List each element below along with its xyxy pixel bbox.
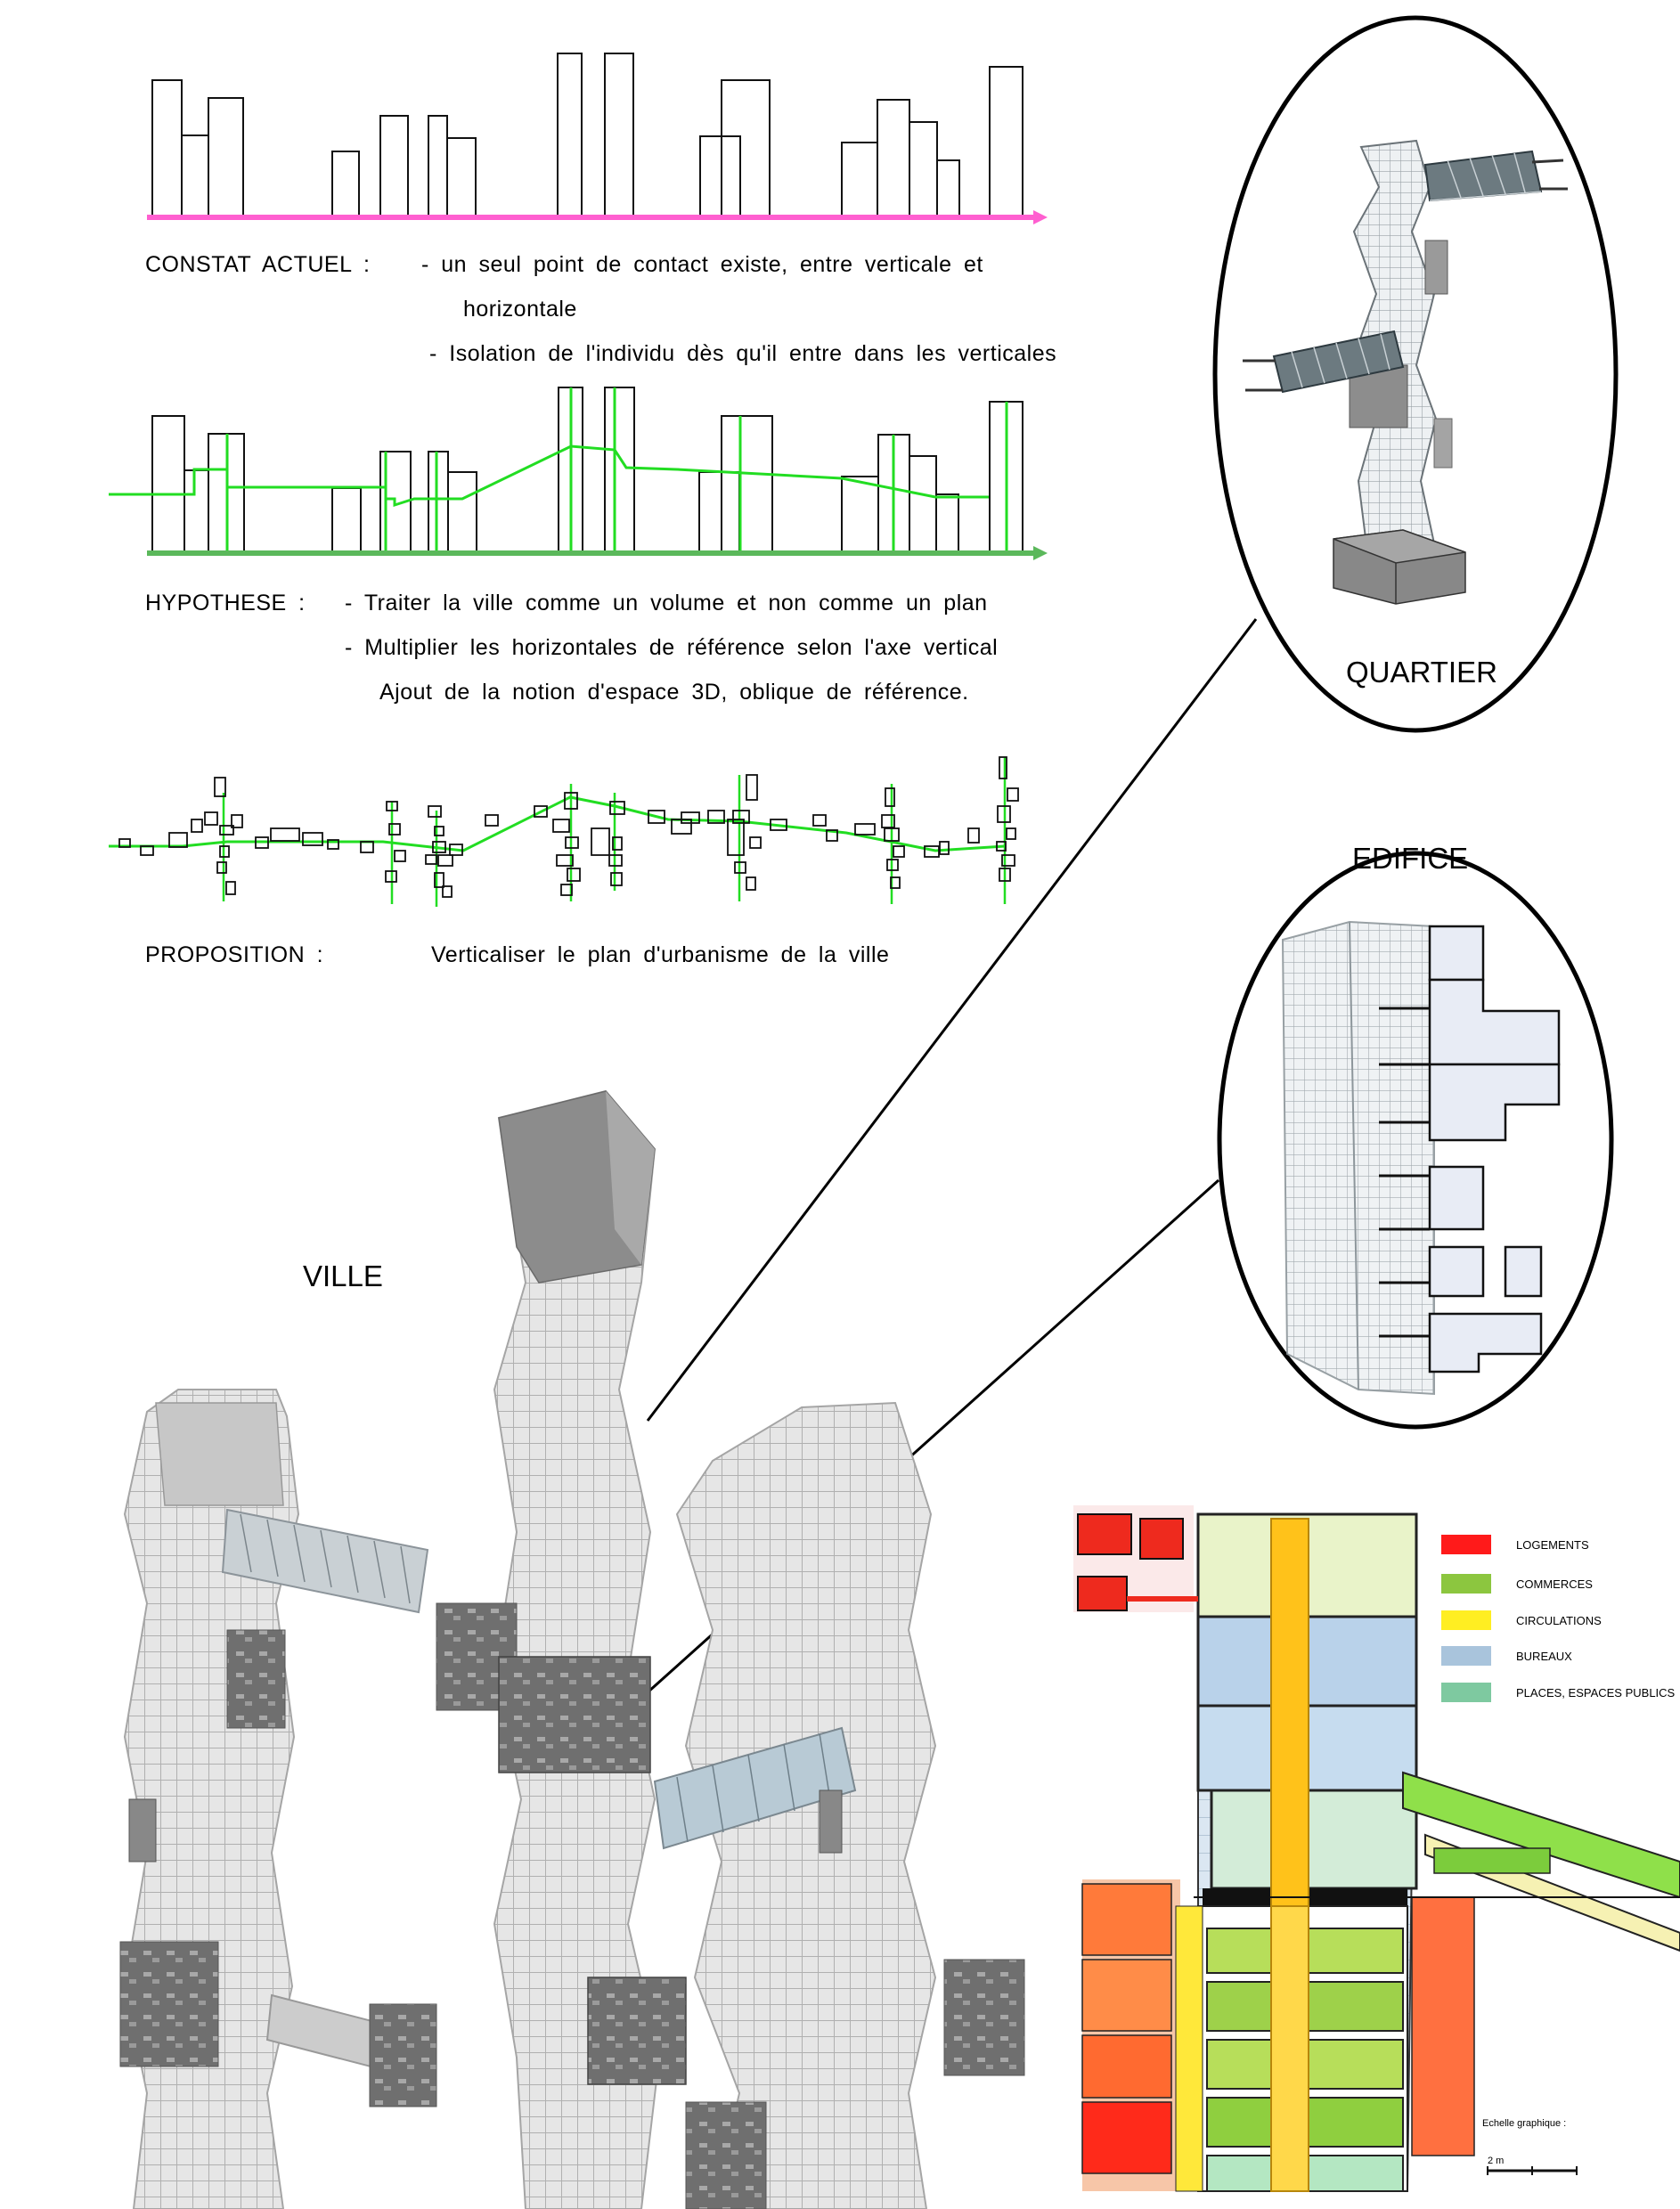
legend-label-logements: LOGEMENTS xyxy=(1516,1537,1589,1552)
connector-line-quartier xyxy=(648,619,1256,1421)
scale-unit: 2 m xyxy=(1488,2156,1505,2166)
diagram-constat xyxy=(147,53,1048,224)
diagram-proposition xyxy=(109,757,1018,907)
legend-swatch-places xyxy=(1441,1683,1491,1702)
edifice-label: EDIFICE xyxy=(1352,842,1469,875)
ville-label: VILLE xyxy=(303,1259,383,1292)
legend-item-bureaux xyxy=(1441,1646,1572,1666)
legend-label-commerces: COMMERCES xyxy=(1516,1577,1593,1591)
legend-label-places: PLACES, ESPACES PUBLICS xyxy=(1516,1685,1676,1700)
legend-item-logements xyxy=(1441,1535,1589,1554)
legend-item-commerces xyxy=(1441,1574,1593,1594)
quartier-label: QUARTIER xyxy=(1346,656,1497,689)
legend-swatch-commerces xyxy=(1441,1574,1491,1594)
ville-city-rendering xyxy=(120,1091,1024,2209)
legend-label-bureaux: BUREAUX xyxy=(1516,1649,1572,1663)
diagram-hypothese xyxy=(109,387,1048,560)
edifice-building-illustration xyxy=(1283,922,1559,1394)
scale-bar xyxy=(1488,2166,1577,2175)
hypothese-line-3: Ajout de la notion d'espace 3D, oblique de référence. xyxy=(379,680,969,705)
proposition-label: PROPOSITION : xyxy=(145,942,324,967)
hypothese-label: HYPOTHESE : xyxy=(145,591,306,615)
quartier-tower-illustration xyxy=(1243,141,1568,604)
constat-line-3: - Isolation de l'individu dès qu'il entre dans les verticales xyxy=(429,341,1057,366)
proposition-text: Verticaliser le plan d'urbanisme de la ville xyxy=(431,942,890,967)
legend-swatch-circulations xyxy=(1441,1610,1491,1630)
constat-line-1: - un seul point de contact existe, entre verticale et xyxy=(421,252,983,277)
legend-label-circulations: CIRCULATIONS xyxy=(1516,1613,1602,1627)
hypothese-line-2: - Multiplier les horizontales de référence selon l'axe vertical xyxy=(345,635,999,660)
legend-swatch-logements xyxy=(1441,1535,1491,1554)
section-drawing xyxy=(1073,1505,1680,2191)
hypothese-line-1: - Traiter la ville comme un volume et non comme un plan xyxy=(345,591,988,615)
constat-label: CONSTAT ACTUEL : xyxy=(145,252,371,277)
legend-item-circulations xyxy=(1441,1610,1602,1630)
constat-line-2: horizontale xyxy=(463,297,577,322)
legend-swatch-bureaux xyxy=(1441,1646,1491,1666)
legend-item-places xyxy=(1441,1683,1675,1702)
scale-title: Echelle graphique : xyxy=(1482,2118,1567,2129)
